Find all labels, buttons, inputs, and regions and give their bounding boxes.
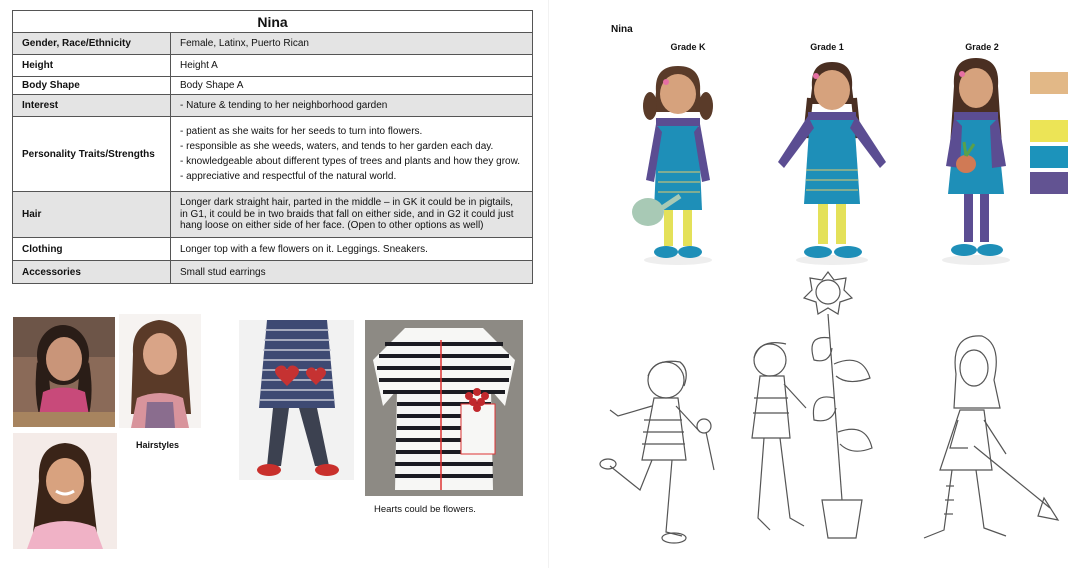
dress-photo	[365, 320, 523, 496]
row-value: - Nature & tending to her neighborhood garden	[171, 95, 533, 117]
striped-dress-outfit-illustration	[239, 320, 354, 480]
girl-portrait-illustration	[13, 317, 115, 427]
table-row	[13, 33, 533, 55]
row-value: Height A	[171, 55, 533, 77]
table-row	[13, 238, 533, 261]
hairstyles-caption: Hairstyles	[136, 440, 180, 450]
list-item: - appreciative and respectful of the natural world.	[180, 169, 523, 184]
sketch-giant-sunflower	[730, 268, 900, 552]
row-label: Clothing	[13, 238, 171, 261]
row-value: Body Shape A	[171, 77, 533, 95]
row-value	[171, 117, 533, 192]
color-swatch-purple	[1030, 172, 1068, 194]
row-label: Hair	[13, 192, 171, 238]
grade-label: Grade K	[670, 42, 706, 52]
traits-list	[180, 124, 523, 184]
row-label: Gender, Race/Ethnicity	[13, 33, 171, 55]
table-row	[13, 117, 533, 192]
grade-label: Grade 2	[965, 42, 999, 52]
girl-portrait-illustration	[119, 314, 201, 428]
row-label: Accessories	[13, 261, 171, 284]
row-value: Small stud earrings	[171, 261, 533, 284]
row-label: Personality Traits/Strengths	[13, 117, 171, 192]
table-row	[13, 77, 533, 95]
row-value: Longer dark straight hair, parted in the middle – in GK it could be in pigtails, in G1, it could be in two braids that fall on either side, and in G2 it could just hang loose on either side of her face. (Open to other options as well)	[171, 192, 533, 238]
hairstyle-photo-1	[13, 317, 115, 427]
row-value: Female, Latinx, Puerto Rican	[171, 33, 533, 55]
color-swatch-skin	[1030, 72, 1068, 94]
sketch-digging-shovel	[910, 330, 1060, 552]
row-label: Body Shape	[13, 77, 171, 95]
list-item: - responsible as she weeds, waters, and tends to her garden each day.	[180, 139, 523, 154]
table-title: Nina	[13, 11, 533, 33]
character-info-table	[12, 10, 533, 284]
sketch-smelling-flower	[596, 340, 726, 550]
list-item: - patient as she waits for her seeds to turn into flowers.	[180, 124, 523, 139]
row-label: Height	[13, 55, 171, 77]
dress-caption: Hearts could be flowers.	[374, 504, 476, 515]
row-value: Longer top with a few flowers on it. Leggings. Sneakers.	[171, 238, 533, 261]
hearts-dress-illustration	[365, 320, 523, 496]
column-divider	[548, 0, 549, 568]
list-item: - knowledgeable about different types of trees and plants and how they grow.	[180, 154, 523, 169]
row-label: Interest	[13, 95, 171, 117]
hairstyle-photo-2	[119, 314, 201, 428]
color-swatch-yellow	[1030, 120, 1068, 142]
table-row	[13, 261, 533, 284]
grade-1-character-illustration	[772, 58, 890, 268]
grade-2-character-illustration	[930, 56, 1022, 268]
color-swatch-blue	[1030, 146, 1068, 168]
table-row	[13, 95, 533, 117]
grade-k-character-illustration	[628, 62, 720, 268]
outfit-photo	[239, 320, 354, 480]
panel-title: Nina	[611, 24, 633, 35]
hairstyle-photo-3	[13, 433, 117, 549]
table-row	[13, 192, 533, 238]
grade-label: Grade 1	[810, 42, 844, 52]
table-row	[13, 55, 533, 77]
girl-portrait-illustration	[13, 433, 117, 549]
